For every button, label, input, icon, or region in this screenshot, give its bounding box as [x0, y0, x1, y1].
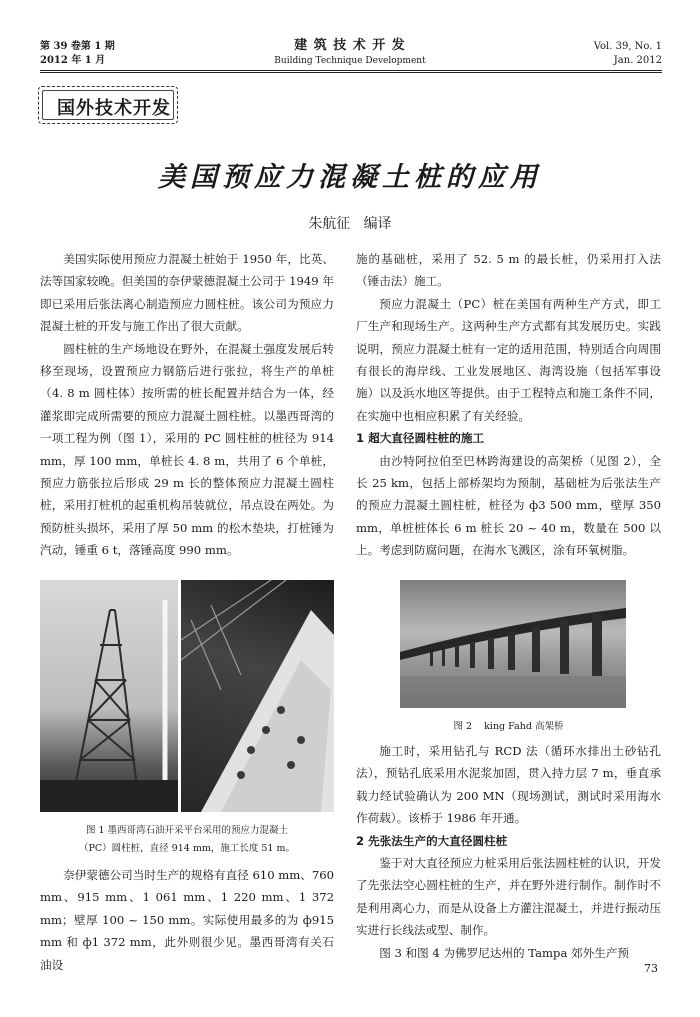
paragraph: 图 3 和图 4 为佛罗尼达州的 Tampa 郊外生产预	[379, 945, 630, 960]
right-column-bottom	[356, 740, 661, 964]
paragraph: 由沙特阿拉伯至巴林跨海建设的高架桥（见图 2），全长 25 km，包括上部桥架均为预制，基础桩为后张法生产的预应力混凝土圆柱桩，桩径为 ф3 500 mm，壁厚 350 mm，单桩桩体长 6 m 桩长 20 ~ 40 m，数量在 500 以上。考虑到防腐问题，在海水飞溅区，涂有环氧树脂。	[356, 453, 661, 558]
figure2-caption: 图 2 king Fahd 高架桥	[453, 721, 564, 732]
paragraph: 施的基础桩，采用了 52. 5 m 的最长桩，仍采用打入法（锤击法）施工。	[356, 252, 661, 289]
figure1-photo-left	[40, 580, 178, 812]
paragraph: 鉴于对大直径预应力桩采用后张法圆柱桩的认识，开发了先张法空心圆柱桩的生产，并在野外进行制作。制作时不是利用离心力，而是从设备上方灌注混凝土，并进行振动压实进行长线法或型、制作。	[356, 856, 661, 938]
paragraph: 圆柱桩的生产场地设在野外，在混凝土强度发展后转移至现场，设置预应力钢筋后进行张拉，将生产的单桩（4. 8 m 圆柱体）按所需的桩长配置并结合为一体，经灌浆即完成所需要的预应力混凝土圆柱桩。以墨西哥湾的一项工程为例（图 1），采用的 PC 圆柱桩的桩径为 914 mm，厚 100 mm，单桩长 4. 8 m，共用了 6 个单桩，预应力筋张拉后形成 29 m 长的整体预应力混凝土圆柱桩，采用打桩机的起重机构吊装就位，吊点设在两处。为预防桩头损坏，采用了厚 50 mm 的松木垫块，打桩锤为汽动，锤重 6 t，落锤高度 990 mm。	[40, 341, 334, 558]
figure2-photo	[400, 580, 626, 708]
left-column-bottom	[40, 864, 334, 976]
left-column-top	[40, 248, 334, 562]
journal-volume: 第 39 卷第 1 期	[40, 41, 115, 52]
figure1-caption-line2: （PC）圆柱桩，直径 914 mm，施工长度 51 m。	[79, 843, 295, 854]
header-rule-thin	[40, 72, 662, 73]
article-title: 美国预应力混凝土桩的应用	[158, 162, 542, 193]
journal-subtitle: Building Technique Development	[274, 56, 426, 66]
header-rule	[40, 70, 662, 71]
journal-volume-en: Vol. 39, No. 1	[593, 41, 662, 52]
paragraph: 施工时，采用钻孔与 RCD 法（循环水排出土砂钻孔法），预钻孔底采用水泥浆加固，贯入持力层 7 m，垂直承载力经试验确认为 200 MN（现场测试，测试时采用海水作荷载）。该桥于 1986 年开通。	[356, 744, 661, 826]
paragraph: 美国实际使用预应力混凝土桩始于 1950 年，比英、法等国家较晚。但美国的奈伊蒙德混凝土公司于 1949 年即已采用后张法离心制造预应力圆柱桩。该公司为预应力混凝土桩的开发与施工作出了很大贡献。	[40, 252, 334, 334]
figure1-photo-right	[181, 580, 334, 812]
figure1-caption	[40, 822, 334, 858]
paragraph: 预应力混凝土（PC）桩在美国有两种生产方式，即工厂生产和现场生产。这两种生产方式都有其发展历史。实践说明，预应力混凝土桩有一定的适用范围，特别适合向周围有很长的海岸线、工业发展地区、海湾设施（包括军事设施）以及浜水地区等提供。由于工程特点和施工条件不同，在实施中也相应积累了有关经验。	[356, 296, 661, 423]
right-column-top	[356, 248, 661, 562]
section-tag: 国外技术开发	[57, 98, 171, 119]
journal-date: 2012 年 1 月	[40, 55, 106, 66]
section-tag-box	[38, 86, 178, 124]
section-heading-2: 2 先张法生产的大直径圆柱桩	[356, 833, 508, 848]
journal-date-en: Jan. 2012	[613, 55, 662, 66]
figure1-caption-line1: 图 1 墨西哥湾石油开采平台采用的预应力混凝土	[85, 825, 289, 836]
section-heading-1: 1 超大直径圆柱桩的施工	[356, 431, 485, 446]
page-number: 73	[644, 962, 658, 975]
article-author: 朱航征 编译	[308, 216, 392, 232]
paragraph: 奈伊蒙德公司当时生产的规格有直径 610 mm、760 mm、915 mm、1 061 mm、1 220 mm、1 372 mm；壁厚 100 ~ 150 mm。实际使用最多的为 ф915 mm 和 ф1 372 mm，此外则很少见。墨西哥湾有关石油设	[40, 868, 334, 972]
journal-title: 建 筑 技 术 开 发	[294, 38, 406, 53]
